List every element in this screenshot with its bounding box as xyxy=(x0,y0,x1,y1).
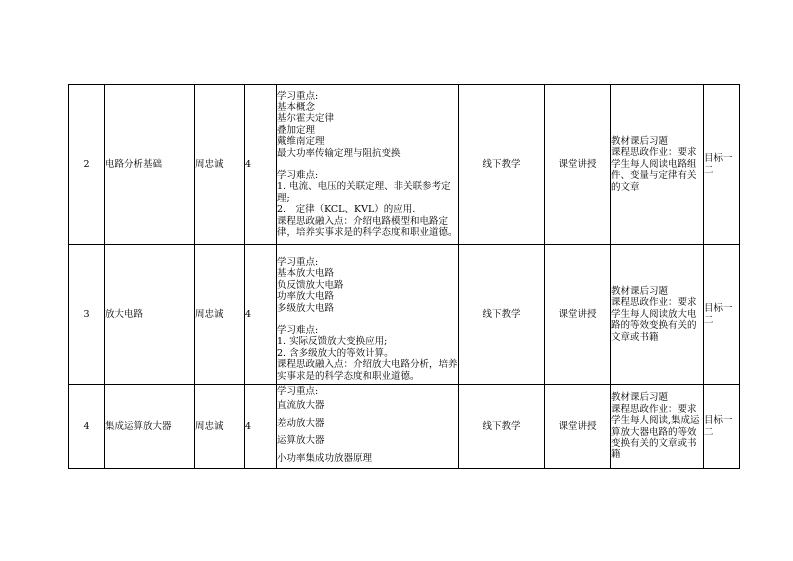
class-hours: 4 xyxy=(245,245,277,385)
focus-heading: 学习重点: xyxy=(277,90,319,102)
table-row xyxy=(69,245,740,385)
difficulty-item: 1. 电流、电压的关联定理、非关联参考定理; xyxy=(277,181,451,204)
course-objective: 目标一 二 xyxy=(704,385,740,469)
focus-item: 叠加定理 xyxy=(277,124,316,136)
focus-item: 负反馈放大电路 xyxy=(277,279,344,291)
row-number: 3 xyxy=(69,245,105,385)
focus-item: 功率放大电路 xyxy=(277,291,335,303)
focus-item: 基尔霍夫定律 xyxy=(277,113,335,125)
difficulty-item: 2. 定律（KCL、KVL）的应用. xyxy=(277,204,416,216)
focus-item: 差动放大器 xyxy=(277,417,325,429)
course-objective: 目标一 二 xyxy=(704,245,740,385)
course-schedule-table xyxy=(68,84,740,469)
difficulty-item: 1. 实际反馈放大变换应用; xyxy=(277,336,388,348)
focus-item: 最大功率传输定理与阻抗变换 xyxy=(277,147,401,159)
focus-item: 戴维南定理 xyxy=(277,136,325,148)
table-row xyxy=(69,385,740,469)
chapter-name: 电路分析基础 xyxy=(105,85,195,245)
chapter-name: 放大电路 xyxy=(105,245,195,385)
focus-item: 小功率集成功放器原理 xyxy=(277,452,373,464)
difficulty-heading: 学习难点: xyxy=(277,170,319,181)
homework: 教材课后习题 课程思政作业：要求学生每人阅读放大电路的等效变换有关的文章或书籍 xyxy=(611,245,704,385)
class-hours: 4 xyxy=(245,385,277,469)
teaching-method: 课堂讲授 xyxy=(545,385,611,469)
homework: 教材课后习题 课程思政作业：要求学生每人阅读,集成运算放大器电路的等效变换有关的文章或书籍 xyxy=(611,385,704,469)
course-objective: 目标一 二 xyxy=(704,85,740,245)
teaching-mode: 线下教学 xyxy=(459,385,545,469)
chapter-name: 集成运算放大器 xyxy=(105,385,195,469)
focus-heading: 学习重点: xyxy=(277,385,319,397)
homework: 教材课后习题 课程思政作业：要求学生每人阅读电路组件、变量与定律有关的文章 xyxy=(611,85,704,245)
ideology-point: 课程思政融入点：介绍放大电路分析，培养实事求是的科学态度和职业道德。 xyxy=(277,359,458,382)
teaching-mode: 线下教学 xyxy=(459,85,545,245)
focus-item: 多级放大电路 xyxy=(277,302,335,314)
row-number: 2 xyxy=(69,85,105,245)
focus-item: 直流放大器 xyxy=(277,400,325,412)
row-number: 4 xyxy=(69,385,105,469)
focus-heading: 学习重点: xyxy=(277,256,319,268)
teacher-name: 周忠诚 xyxy=(195,245,245,385)
class-hours: 4 xyxy=(245,85,277,245)
ideology-point: 课程思政融入点：介绍电路模型和电路定律，培养实事求是的科学态度和职业道德。 xyxy=(277,215,458,239)
learning-content xyxy=(277,385,459,469)
focus-item: 基本概念 xyxy=(277,101,316,113)
table-row xyxy=(69,85,740,245)
focus-item: 基本放大电路 xyxy=(277,268,335,280)
focus-item: 运算放大器 xyxy=(277,435,325,447)
teacher-name: 周忠诚 xyxy=(195,85,245,245)
teaching-method: 课堂讲授 xyxy=(545,245,611,385)
teacher-name: 周忠诚 xyxy=(195,385,245,469)
learning-content xyxy=(277,85,459,245)
difficulty-heading: 学习难点: xyxy=(277,325,319,336)
learning-content xyxy=(277,245,459,385)
difficulty-item: 2. 含多级放大的等效计算。 xyxy=(277,347,394,359)
teaching-mode: 线下教学 xyxy=(459,245,545,385)
teaching-method: 课堂讲授 xyxy=(545,85,611,245)
